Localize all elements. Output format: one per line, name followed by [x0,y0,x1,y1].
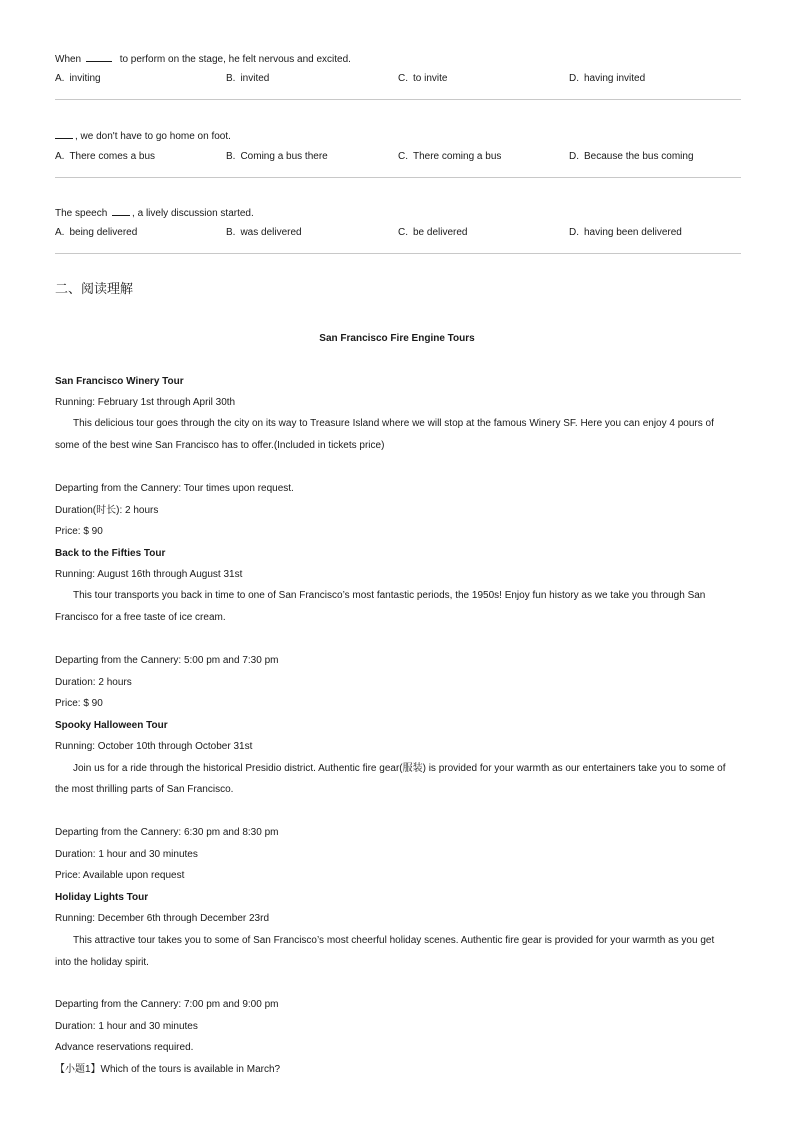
tour-duration: Duration: 1 hour and 30 minutes [55,849,198,860]
option-c[interactable]: C. be delivered [398,227,468,238]
option-a[interactable]: A. being delivered [55,227,138,238]
tour-description-cont: the most thrilling parts of San Francisco. [55,784,234,795]
tour-departing: Departing from the Cannery: Tour times upon request. [55,483,294,494]
tour-description: This tour transports you back in time to one of San Francisco’s most fantastic periods, the 1950s! Enjoy fun history as we take you through San [73,590,706,601]
tour-running: Running: August 16th through August 31st [55,569,243,580]
option-a[interactable]: A. There comes a bus [55,151,156,162]
tour-departing: Departing from the Cannery: 6:30 pm and 8:30 pm [55,827,279,838]
tour-duration: Duration: 2 hours [55,677,132,688]
option-b[interactable]: B. Coming a bus there [226,151,328,162]
tour-price: Price: $ 90 [55,698,103,709]
tour-name: San Francisco Winery Tour [55,376,184,387]
divider [55,177,741,178]
options [55,227,741,239]
option-d[interactable]: D. Because the bus coming [569,151,694,162]
option-c[interactable]: C. to invite [398,73,448,84]
divider [55,99,741,100]
option-c[interactable]: C. There coming a bus [398,151,502,162]
tour-departing: Departing from the Cannery: 7:00 pm and 9:00 pm [55,999,279,1010]
option-d[interactable]: D. having been delivered [569,227,682,238]
answer-blank [86,52,112,62]
option-d[interactable]: D. having invited [569,73,646,84]
tour-name: Spooky Halloween Tour [55,720,168,731]
tour-price: Price: Available upon request [55,870,185,881]
tour-running: Running: February 1st through April 30th [55,397,236,408]
answer-blank [55,129,73,139]
tour-description-cont: Francisco for a free taste of ice cream. [55,612,226,623]
answer-blank [112,206,130,216]
tour-price: Advance reservations required. [55,1042,194,1053]
tour-departing: Departing from the Cannery: 5:00 pm and 7:30 pm [55,655,279,666]
option-b[interactable]: B. was delivered [226,227,302,238]
tour-description: This delicious tour goes through the city on its way to Treasure Island where we will stop at the famous Winery SF. Here you can enjoy 4 pours of [73,418,714,429]
tour-description-cont: into the holiday spirit. [55,957,149,968]
options [55,73,741,85]
tour-running: Running: December 6th through December 23rd [55,913,270,924]
option-a[interactable]: A. inviting [55,73,101,84]
tour-description: Join us for a ride through the historical Presidio district. Authentic fire gear(服装) is provided for your warmth as our entertainers take you to some of [73,763,726,774]
tour-running: Running: October 10th through October 31st [55,741,253,752]
section-heading: 二、阅读理解 [55,281,134,296]
tour-price: Price: $ 90 [55,526,103,537]
divider [55,253,741,254]
tour-name: Back to the Fifties Tour [55,548,166,559]
question-stem: The speech , a lively discussion started. [55,208,254,219]
passage-title: San Francisco Fire Engine Tours [319,333,475,344]
tour-duration: Duration: 1 hour and 30 minutes [55,1021,198,1032]
tour-description: This attractive tour takes you to some of San Francisco’s most cheerful holiday scenes. Authentic fire gear is provided for your warmth as you get [73,935,715,946]
options [55,151,741,163]
tour-duration: Duration(时长): 2 hours [55,505,159,516]
tour-name: Holiday Lights Tour [55,892,149,903]
tour-description-cont: some of the best wine San Francisco has to offer.(Included in tickets price) [55,440,385,451]
option-b[interactable]: B. invited [226,73,270,84]
question-stem: , we don't have to go home on foot. [55,129,231,143]
question-stem: When to perform on the stage, he felt nervous and excited. [55,54,351,65]
sub-question: 【小题1】Which of the tours is available in March? [55,1064,281,1075]
